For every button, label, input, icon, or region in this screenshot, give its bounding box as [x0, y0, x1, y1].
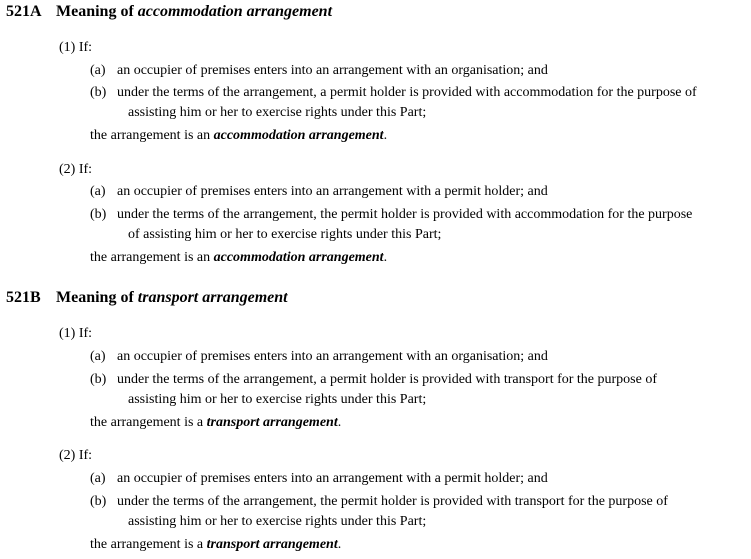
paragraph-continuation: of assisting him or her to exercise rights under this Part;	[128, 227, 442, 242]
paragraph: (b) under the terms of the arrangement, the permit holder is provided with transport for the purpose of	[90, 494, 668, 509]
paragraph: (a) an occupier of premises enters into an arrangement with a permit holder; and	[90, 184, 548, 199]
section-title-term: transport arrangement	[137, 289, 288, 306]
subsection-conclusion: the arrangement is an accommodation arrangement.	[90, 250, 388, 265]
paragraph: (a) an occupier of premises enters into an arrangement with an organisation; and	[90, 63, 548, 78]
paragraph-continuation: assisting him or her to exercise rights under this Part;	[128, 105, 427, 120]
paragraph-continuation: assisting him or her to exercise rights under this Part;	[128, 514, 427, 529]
section-title-term: accommodation arrangement	[137, 3, 333, 20]
section-heading	[6, 289, 288, 307]
subsection-conclusion: the arrangement is a transport arrangement.	[90, 415, 342, 430]
subsection-intro: (1) If:	[59, 326, 93, 341]
subsection-conclusion: the arrangement is a transport arrangement.	[90, 537, 342, 552]
section-title-prefix: Meaning of	[56, 3, 134, 20]
section-number: 521B	[6, 289, 41, 306]
paragraph: (a) an occupier of premises enters into an arrangement with a permit holder; and	[90, 471, 548, 486]
paragraph: (b) under the terms of the arrangement, a permit holder is provided with transport for the purpose of	[90, 372, 658, 387]
section-number: 521A	[6, 3, 42, 20]
subsection-intro: (2) If:	[59, 448, 93, 463]
paragraph-continuation: assisting him or her to exercise rights under this Part;	[128, 392, 427, 407]
section-title-prefix: Meaning of	[56, 289, 134, 306]
defined-term: accommodation arrangement	[213, 250, 384, 265]
defined-term: accommodation arrangement	[213, 128, 384, 143]
paragraph: (b) under the terms of the arrangement, a permit holder is provided with accommodation for the purpose of	[90, 85, 697, 100]
paragraph: (b) under the terms of the arrangement, the permit holder is provided with accommodation for the purpose	[90, 207, 693, 222]
subsection-conclusion: the arrangement is an accommodation arrangement.	[90, 128, 388, 143]
section-heading	[6, 3, 332, 21]
defined-term: transport arrangement	[206, 415, 338, 430]
defined-term: transport arrangement	[206, 537, 338, 552]
subsection-intro: (1) If:	[59, 40, 93, 55]
paragraph: (a) an occupier of premises enters into an arrangement with an organisation; and	[90, 349, 548, 364]
subsection-intro: (2) If:	[59, 162, 93, 177]
